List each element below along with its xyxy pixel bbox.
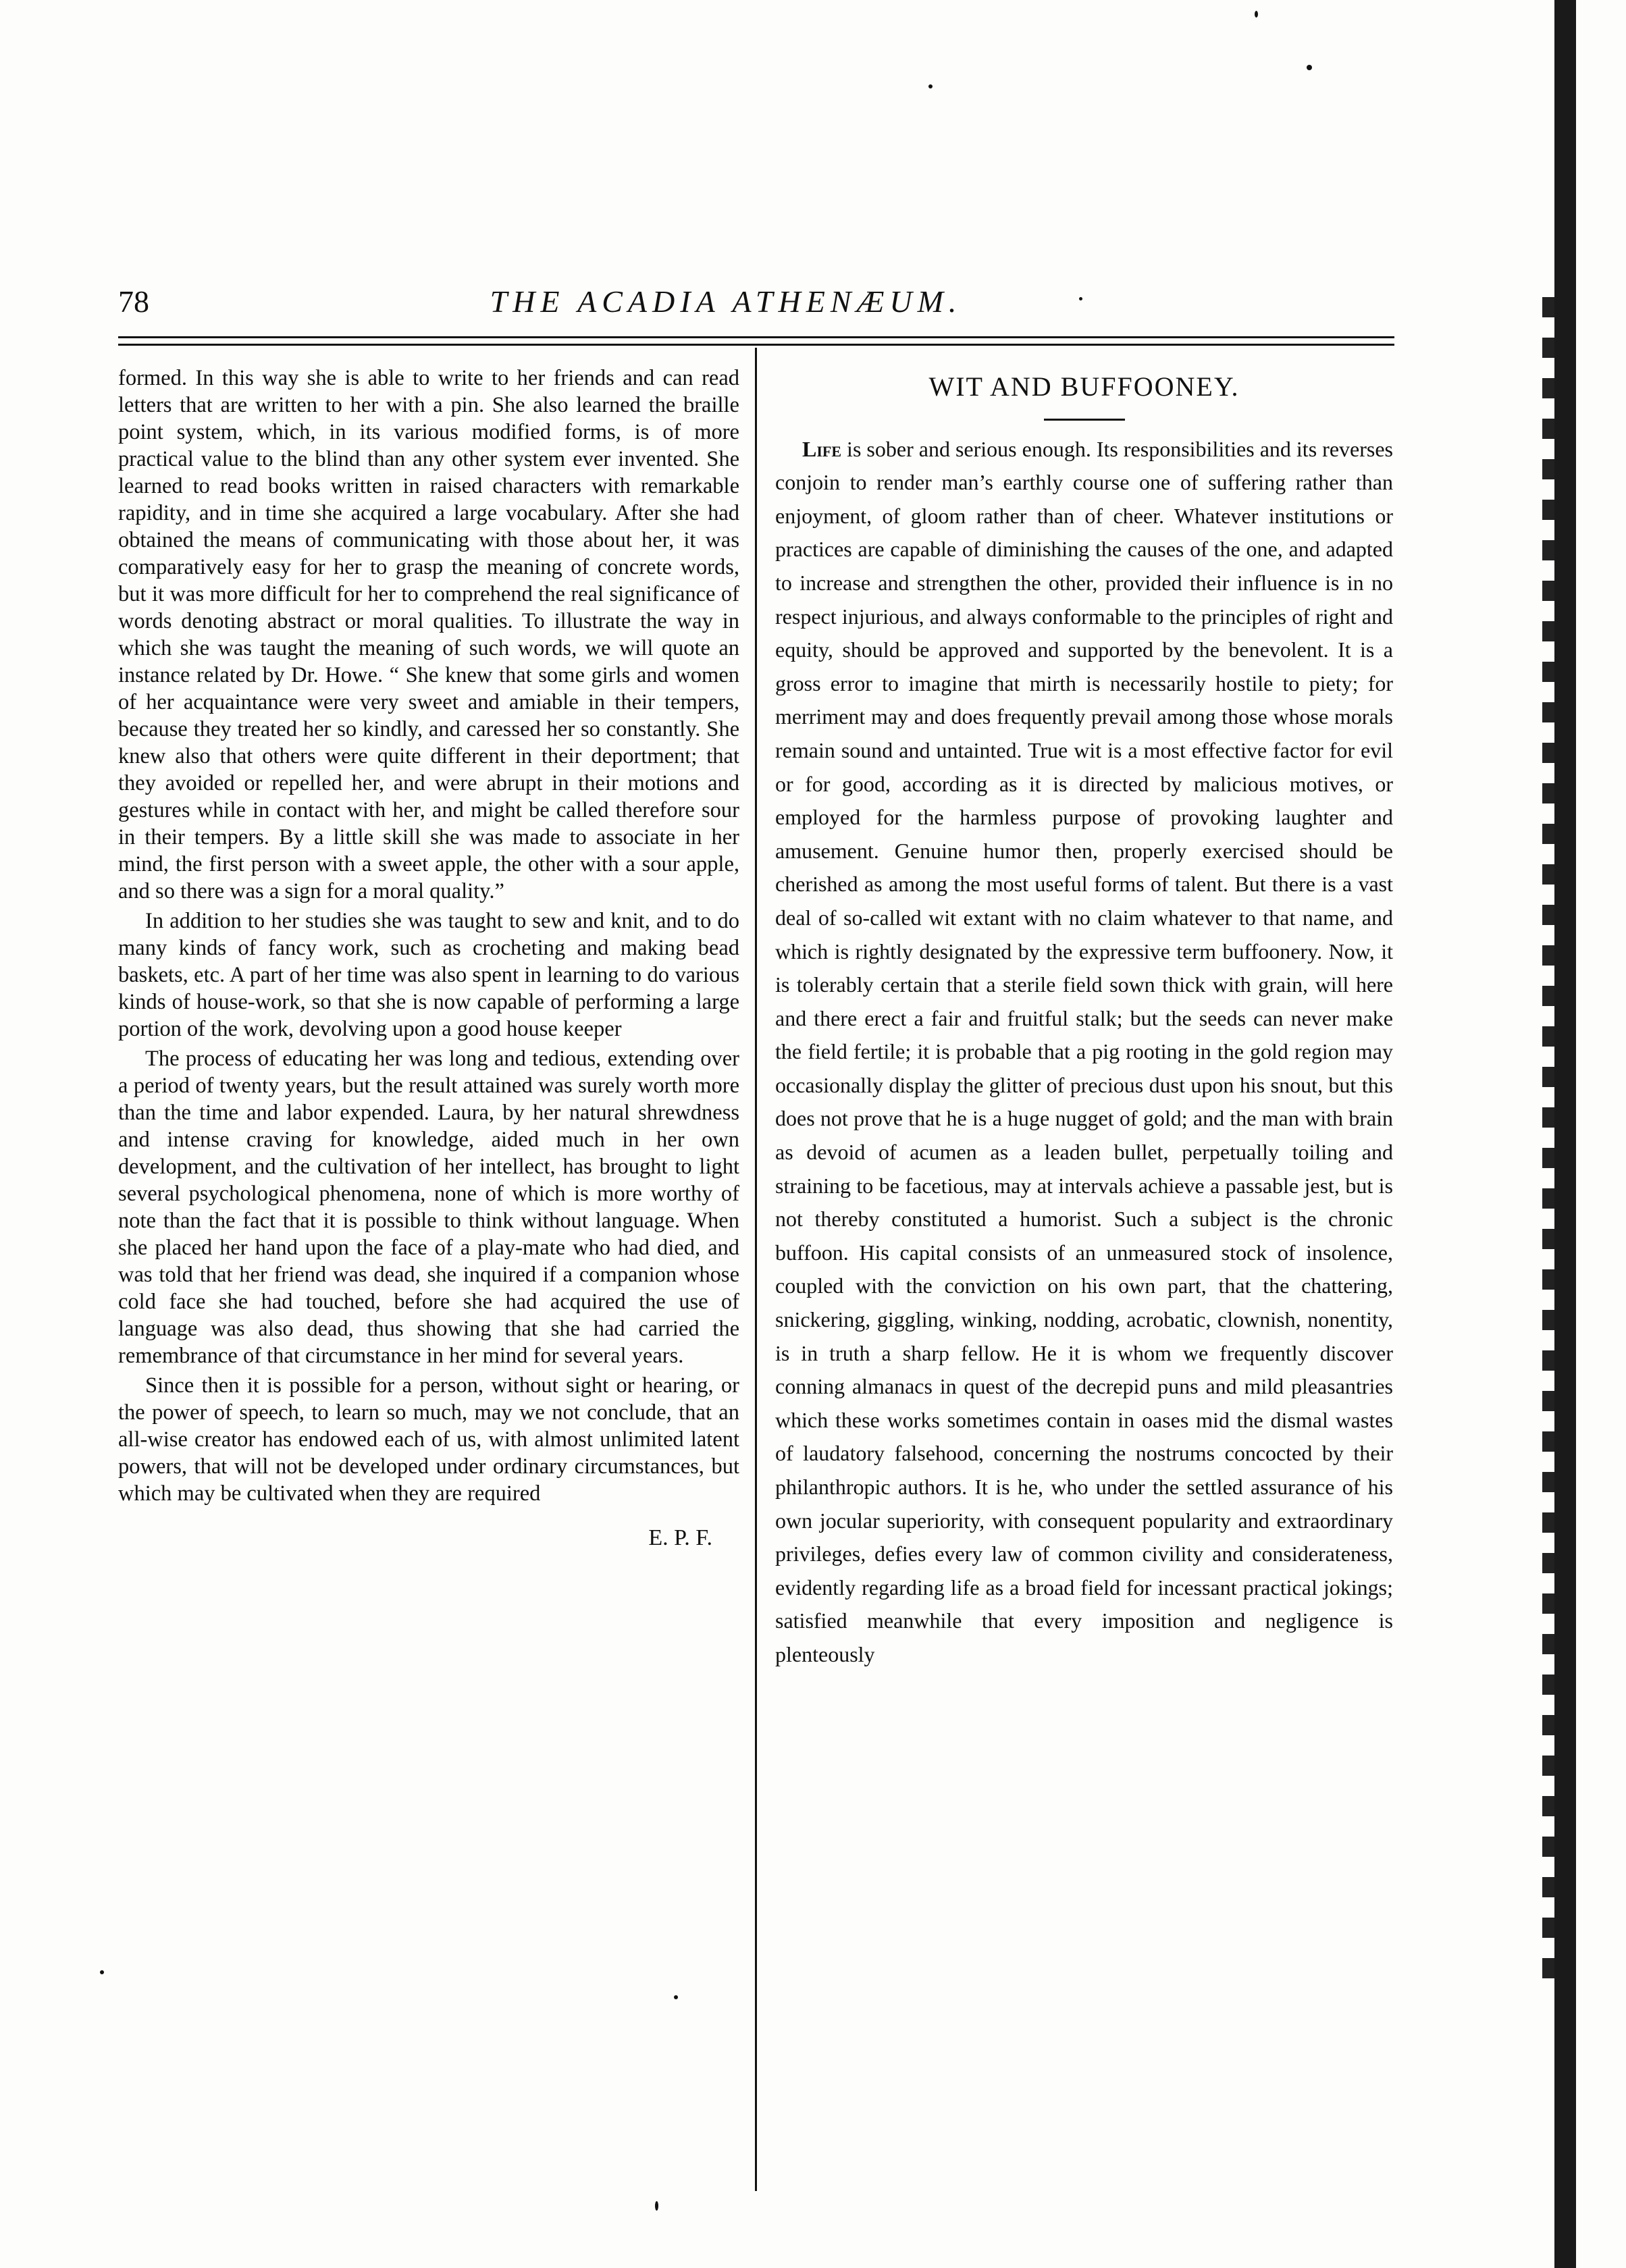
left-paragraph-3: The process of educating her was long and tedious, extending over a period of twenty years, but the result attained was surely worth more than the time and labor expended. Laura, by her natural shrewdness and intense craving for knowledge, aided much in her own development, and the cultivation of her intellect, has brought to light several psychological phenomena, none of which is more worthy of note than the fact that it is possible to think without language. When she placed her hand upon the face of a play-mate who had died, and was told that her friend was dead, she inquired if a companion whose cold face she had touched, before she had acquired the use of language was also dead, thus showing that she had carried the remembrance of that circumstance in her mind for several years. <box>118 1047 739 1368</box>
right-paragraph-text: is sober and serious enough. Its responsibilities and its reverses conjoin to render man’s earthly course one of suffering rather than enjoyment, of gloom rather than of cheer. Whatever institutions or practices are capable of diminishing the causes of the one, and adapted to increase and strengthen the other, provided their influence is in no respect injurious, and always conformable to the principles of right and equity, should be approved and supported by the benevolent. It is a gross error to imagine that mirth is necessarily hostile to piety; for merriment may and does frequently prevail among those whose morals remain sound and untainted. True wit is a most effective factor for evil or for good, according as it is directed by malicious motives, or employed for the harmless purpose of provoking laughter and amusement. Genuine humor then, properly exercised should be cherished as among the most useful forms of talent. But there is a vast deal of so-called wit extant with no claim whatever to that name, and which is rightly designated by the expressive term buffoonery. Now, it is tolerably certain that a sterile field sown thick with grain, will here and there erect a fair and fruitful stalk; but the seeds can never make the field fertile; it is probable that a pig rooting in the gold region may occasionally display the glitter of precious dust upon his snout, but this does not prove that he is a huge nugget of gold; and the man with brain as devoid of acumen as a leaden bullet, perpetually toiling and straining to be facetious, may at intervals achieve a passable jest, but is not thereby constituted a humorist. Such a subject is the chronic buffoon. His capital consists of an unmeasured stock of insolence, coupled with the conviction on his own part, that the chattering, snickering, giggling, winking, nodding, acrobatic, clownish, nonentity, is in truth a sharp fellow. He it is whom we frequently discover conning almanacs in quest of the decrepid puns and mild pleasantries which these works sometimes contain in oases mid the dismal wastes of laudatory falsehood, concerning the nostrums concocted by their philanthropic authors. It is he, who under the settled assurance of his own jocular superiority, with consequent popularity and extraordinary privileges, defies every law of common civility and considerateness, evidently regarding life as a broad field for incessant practical jokings; satisfied meanwhile that every imposition and negligence is plenteously <box>775 436 1393 1666</box>
scan-speck <box>1079 297 1082 300</box>
article-title: WIT AND BUFFOONEY. <box>928 371 1240 402</box>
lead-word: Life <box>802 436 842 461</box>
left-paragraph-2: In addition to her studies she was taught to sew and knit, and to do many kinds of fancy work, such as crocheting and making bead baskets, etc. A part of her time was also spent in learning to do various kinds of house-work, so that she is now capable of performing a large portion of the work, devolving upon a good house keeper <box>118 909 739 1041</box>
scan-speck <box>928 84 933 88</box>
column-divider <box>755 348 757 2191</box>
scan-speck <box>674 1995 678 1999</box>
scan-speck <box>100 1970 104 1974</box>
title-rule <box>1044 419 1125 421</box>
page-header <box>118 284 1334 327</box>
right-column <box>775 365 1393 1672</box>
scan-speck <box>1255 11 1258 18</box>
page-binding-edge <box>1554 0 1576 2268</box>
scan-speck <box>1307 65 1312 70</box>
right-paragraph-1 <box>775 433 1393 1672</box>
left-paragraph-1: formed. In this way she is able to write to her friends and can read letters that are written to her with a pin. She also learned the braille point system, which, in its various modified forms, is of more practical value to the blind than any other system ever invented. She learned to read books written in raised characters with remarkable rapidity, and in time she acquired a large vocabulary. After she had obtained the means of communicating with those about her, it was comparatively easy for her to grasp the meaning of concrete words, but it was more difficult for her to comprehend the real significance of words denoting abstract or moral qualities. To illustrate the way in which she was taught the meaning of such words, we will quote an instance related by Dr. Howe. “ She knew that some girls and women of her acquaintance were very sweet and amiable in their tempers, because they treated her so kindly, and caressed her so constantly. She knew also that others were quite different in their deportment; that they avoided or repelled her, and were abrupt in their motions and gestures while in contact with her, and might be called therefore sour in their tempers. By a little skill she was made to associate in her mind, the first person with a sweet apple, the other with a sour apple, and so there was a sign for a moral quality.” <box>118 366 739 903</box>
running-title: THE ACADIA ATHENÆUM. <box>490 284 962 319</box>
header-double-rule <box>118 336 1394 346</box>
left-paragraph-4: Since then it is possible for a person, without sight or hearing, or the power of speech, to learn so much, may we not conclude, that an all-wise creator has endowed each of us, with almost unlimited latent powers, that will not be developed under ordinary circumstances, but which may be cultivated when they are required <box>118 1373 739 1506</box>
left-column <box>118 365 739 1552</box>
scan-speck <box>655 2201 658 2211</box>
author-signature: E. P. F. <box>648 1525 712 1550</box>
page-number: 78 <box>118 284 149 319</box>
